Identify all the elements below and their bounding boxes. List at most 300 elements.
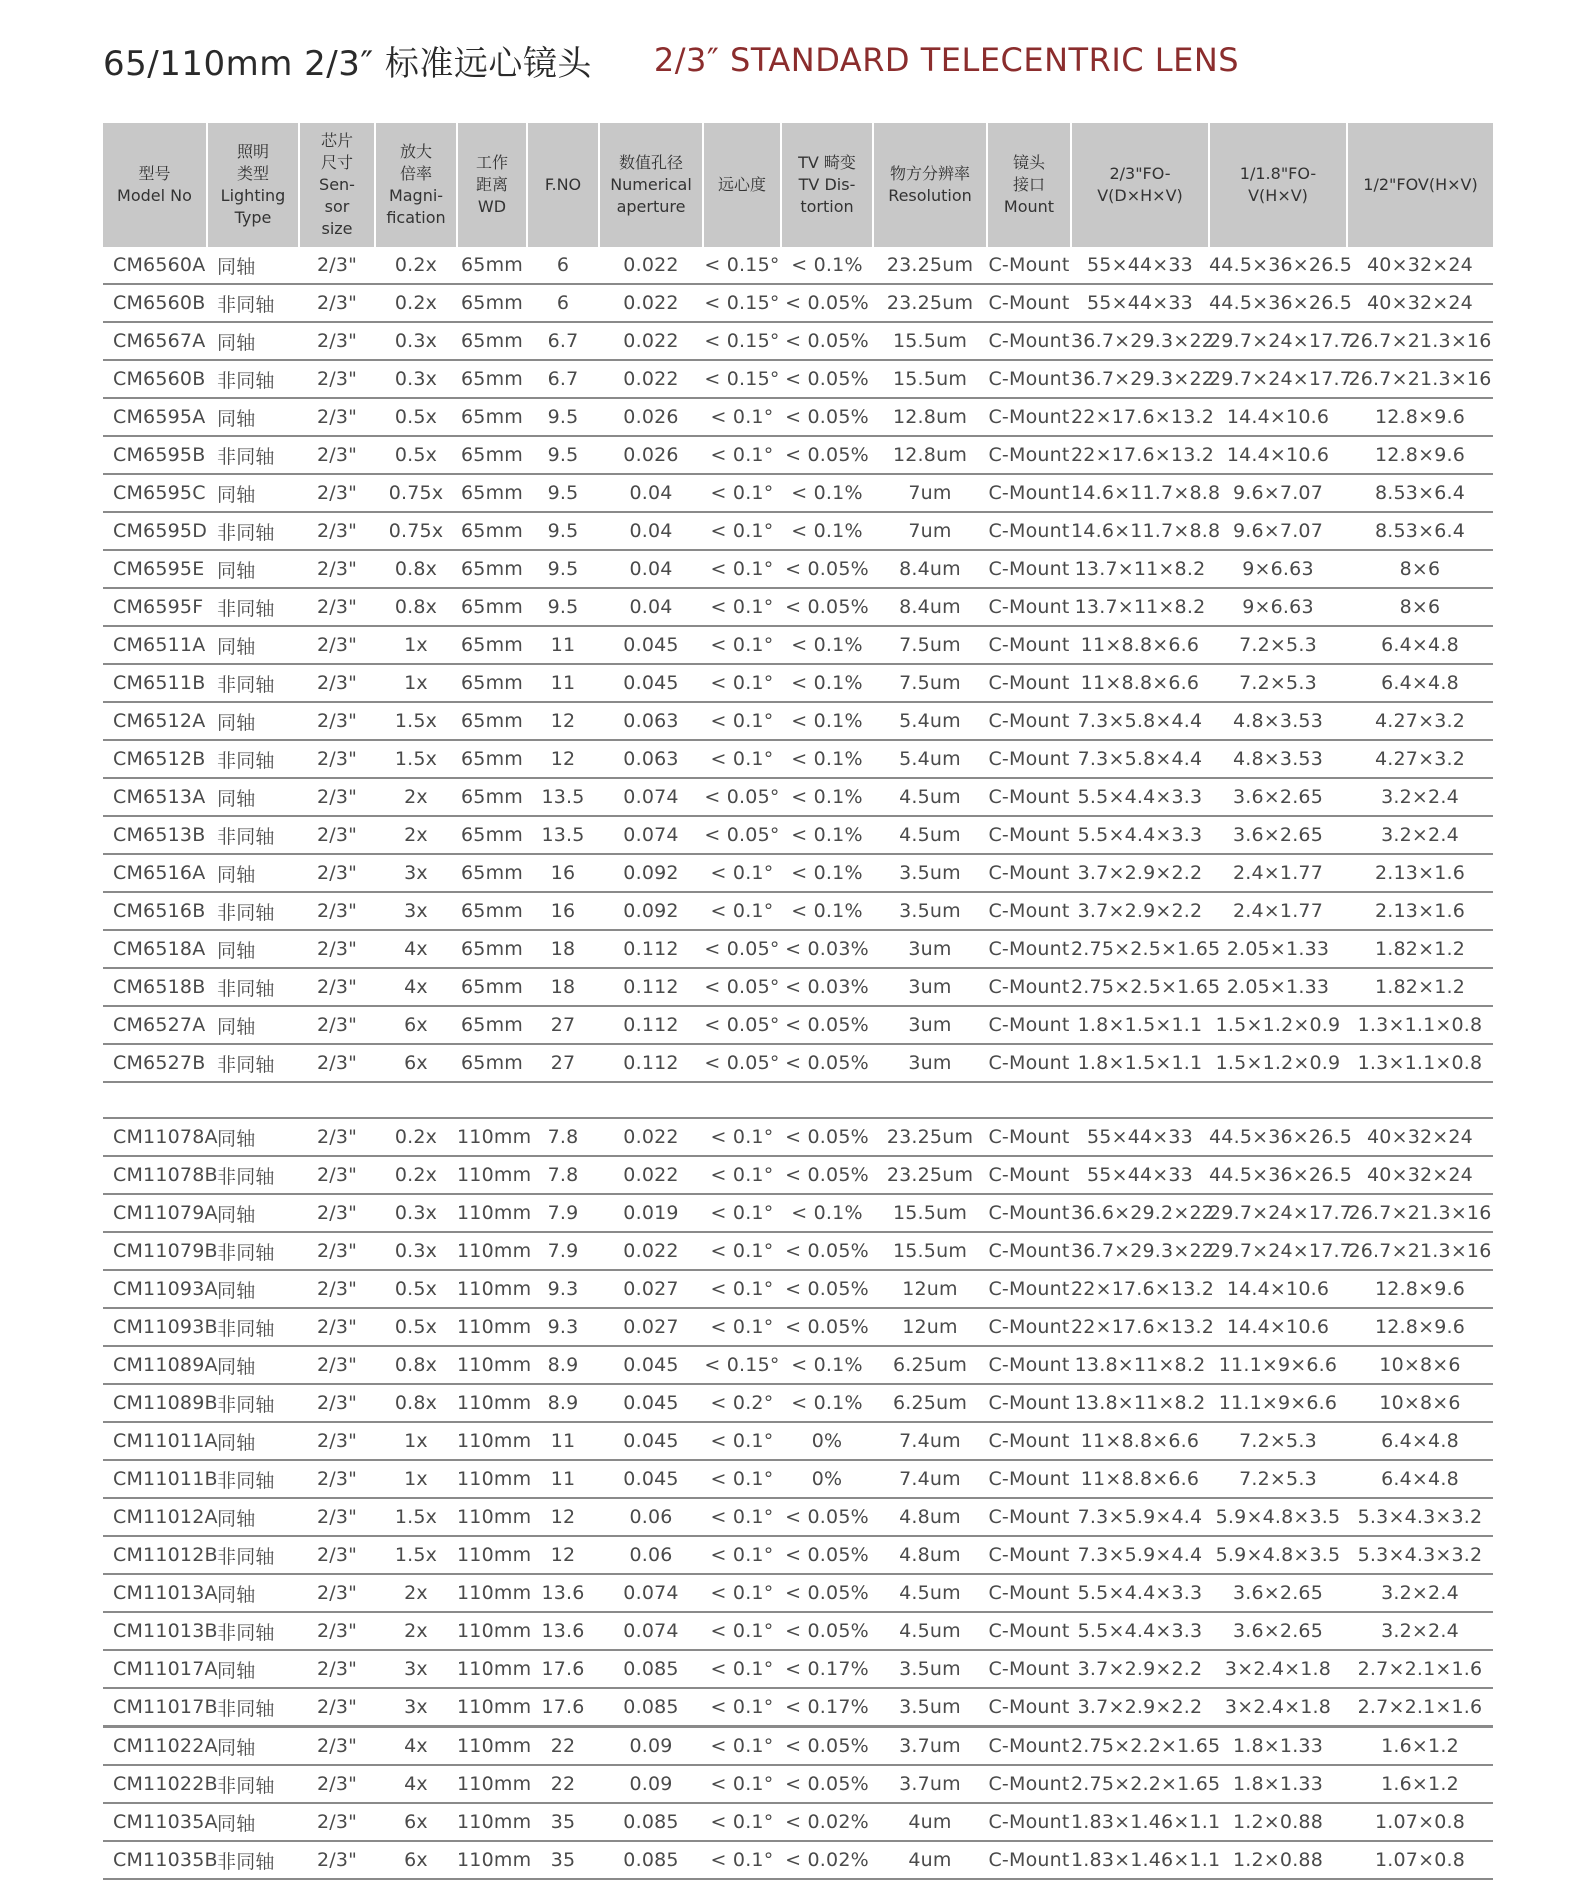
table-row [103,892,1493,930]
cell-fno: 18 [527,968,599,1006]
cell-fov-12: 1.3×1.1×0.8 [1347,1006,1493,1044]
table-row [103,1765,1493,1803]
cell-lighting: 同轴 [207,626,299,664]
cell-magnification: 0.2x [375,1118,457,1156]
cell-fov-23: 1.83×1.46×1.1 [1071,1841,1209,1879]
cell-fno: 16 [527,892,599,930]
title-english: 2/3″ STANDARD TELECENTRIC LENS [653,41,1240,79]
cell-na: 0.045 [599,1460,703,1498]
cell-na: 0.045 [599,1384,703,1422]
cell-wd: 65mm [457,854,527,892]
cell-fov-118: 1.5×1.2×0.9 [1209,1044,1347,1082]
cell-fov-118: 29.7×24×17.7 [1209,1232,1347,1270]
cell-resolution: 8.4um [873,550,987,588]
cell-distortion: < 0.05% [781,1118,873,1156]
cell-sensor: 2/3" [299,1460,375,1498]
cell-fov-118: 9×6.63 [1209,550,1347,588]
cell-mount: C-Mount [987,892,1071,930]
cell-fno: 9.5 [527,550,599,588]
cell-telecentricity: < 0.1° [703,1232,781,1270]
cell-resolution: 3.7um [873,1727,987,1766]
cell-resolution: 7.5um [873,664,987,702]
cell-na: 0.045 [599,1422,703,1460]
cell-wd: 65mm [457,930,527,968]
group-spacer [103,1082,1493,1118]
cell-na: 0.112 [599,1006,703,1044]
cell-resolution: 4.8um [873,1498,987,1536]
cell-fov-118: 1.8×1.33 [1209,1727,1347,1766]
cell-fno: 6.7 [527,322,599,360]
cell-wd: 65mm [457,247,527,284]
cell-resolution: 4.8um [873,1536,987,1574]
column-header-fov-12: 1/2"FOV(H×V) [1347,123,1493,247]
table-row [103,1650,1493,1688]
cell-na: 0.112 [599,1044,703,1082]
cell-distortion: < 0.1% [781,892,873,930]
column-header-mount: 镜头 接口 Mount [987,123,1071,247]
cell-model: CM6518B [103,968,207,1006]
cell-model: CM11035A [103,1803,207,1841]
cell-na: 0.074 [599,778,703,816]
cell-fov-12: 3.2×2.4 [1347,1574,1493,1612]
cell-model: CM11079A [103,1194,207,1232]
cell-fov-23: 3.7×2.9×2.2 [1071,854,1209,892]
cell-fno: 16 [527,854,599,892]
cell-wd: 110mm [457,1727,527,1766]
cell-fov-12: 1.3×1.1×0.8 [1347,1044,1493,1082]
cell-sensor: 2/3" [299,1803,375,1841]
cell-na: 0.022 [599,1118,703,1156]
cell-na: 0.092 [599,854,703,892]
cell-magnification: 0.5x [375,398,457,436]
cell-magnification: 1x [375,626,457,664]
cell-model: CM11078B [103,1156,207,1194]
cell-resolution: 7um [873,512,987,550]
cell-fov-23: 3.7×2.9×2.2 [1071,892,1209,930]
cell-model: CM6511A [103,626,207,664]
cell-distortion: < 0.17% [781,1688,873,1727]
cell-sensor: 2/3" [299,1006,375,1044]
table-row [103,930,1493,968]
cell-na: 0.022 [599,1156,703,1194]
cell-lighting: 同轴 [207,1574,299,1612]
table-row [103,398,1493,436]
cell-fno: 12 [527,1498,599,1536]
cell-mount: C-Mount [987,284,1071,322]
cell-telecentricity: < 0.1° [703,474,781,512]
cell-fov-23: 3.7×2.9×2.2 [1071,1688,1209,1727]
cell-fov-118: 3.6×2.65 [1209,1574,1347,1612]
cell-wd: 65mm [457,702,527,740]
cell-fov-12: 2.7×2.1×1.6 [1347,1688,1493,1727]
cell-resolution: 7.4um [873,1460,987,1498]
cell-fov-118: 7.2×5.3 [1209,626,1347,664]
cell-mount: C-Mount [987,1574,1071,1612]
table-row [103,1841,1493,1879]
cell-fov-118: 5.9×4.8×3.5 [1209,1498,1347,1536]
cell-magnification: 0.3x [375,360,457,398]
cell-lighting: 同轴 [207,1498,299,1536]
cell-fov-12: 2.13×1.6 [1347,854,1493,892]
cell-distortion: < 0.1% [781,778,873,816]
cell-fov-23: 11×8.8×6.6 [1071,626,1209,664]
cell-mount: C-Mount [987,664,1071,702]
cell-fno: 11 [527,1460,599,1498]
cell-model: CM11013B [103,1612,207,1650]
column-header-resolution: 物方分辨率 Resolution [873,123,987,247]
cell-fno: 35 [527,1841,599,1879]
cell-na: 0.112 [599,930,703,968]
cell-model: CM11011A [103,1422,207,1460]
cell-telecentricity: < 0.1° [703,436,781,474]
cell-model: CM6511B [103,664,207,702]
cell-mount: C-Mount [987,550,1071,588]
cell-sensor: 2/3" [299,1194,375,1232]
cell-telecentricity: < 0.1° [703,1841,781,1879]
table-row [103,588,1493,626]
cell-na: 0.045 [599,1346,703,1384]
cell-resolution: 15.5um [873,1194,987,1232]
cell-lighting: 同轴 [207,1346,299,1384]
cell-fov-12: 4.27×3.2 [1347,740,1493,778]
cell-wd: 65mm [457,816,527,854]
cell-sensor: 2/3" [299,1308,375,1346]
cell-resolution: 5.4um [873,702,987,740]
cell-sensor: 2/3" [299,664,375,702]
cell-telecentricity: < 0.15° [703,322,781,360]
table-row [103,1574,1493,1612]
cell-fov-118: 44.5×36×26.5 [1209,1118,1347,1156]
cell-model: CM6527A [103,1006,207,1044]
cell-fov-12: 1.07×0.8 [1347,1803,1493,1841]
cell-mount: C-Mount [987,1422,1071,1460]
cell-fov-12: 40×32×24 [1347,284,1493,322]
cell-distortion: < 0.1% [781,702,873,740]
cell-fno: 9.5 [527,588,599,626]
cell-fov-118: 4.8×3.53 [1209,702,1347,740]
cell-lighting: 同轴 [207,1803,299,1841]
cell-mount: C-Mount [987,322,1071,360]
cell-mount: C-Mount [987,1536,1071,1574]
cell-na: 0.027 [599,1270,703,1308]
cell-resolution: 3um [873,1044,987,1082]
cell-distortion: < 0.1% [781,626,873,664]
cell-na: 0.026 [599,398,703,436]
cell-mount: C-Mount [987,1841,1071,1879]
cell-telecentricity: < 0.1° [703,1118,781,1156]
cell-wd: 110mm [457,1688,527,1727]
cell-fno: 27 [527,1044,599,1082]
cell-magnification: 6x [375,1803,457,1841]
cell-distortion: < 0.1% [781,1384,873,1422]
cell-fov-23: 13.7×11×8.2 [1071,588,1209,626]
cell-mount: C-Mount [987,1803,1071,1841]
cell-fov-23: 7.3×5.9×4.4 [1071,1498,1209,1536]
cell-lighting: 非同轴 [207,1384,299,1422]
lens-spec-table [103,123,1493,1880]
table-row [103,1422,1493,1460]
cell-fov-12: 2.7×2.1×1.6 [1347,1650,1493,1688]
cell-lighting: 同轴 [207,702,299,740]
cell-sensor: 2/3" [299,1232,375,1270]
cell-na: 0.085 [599,1650,703,1688]
cell-model: CM11012A [103,1498,207,1536]
cell-sensor: 2/3" [299,740,375,778]
table-row [103,1118,1493,1156]
cell-mount: C-Mount [987,1156,1071,1194]
cell-distortion: < 0.1% [781,854,873,892]
cell-resolution: 3.5um [873,854,987,892]
cell-fov-12: 10×8×6 [1347,1346,1493,1384]
cell-magnification: 0.75x [375,512,457,550]
cell-wd: 110mm [457,1612,527,1650]
cell-wd: 110mm [457,1765,527,1803]
cell-telecentricity: < 0.1° [703,1308,781,1346]
cell-wd: 110mm [457,1841,527,1879]
cell-telecentricity: < 0.2° [703,1384,781,1422]
cell-lighting: 非同轴 [207,664,299,702]
cell-fov-12: 40×32×24 [1347,247,1493,284]
cell-fov-23: 11×8.8×6.6 [1071,664,1209,702]
cell-resolution: 5.4um [873,740,987,778]
cell-lighting: 非同轴 [207,436,299,474]
column-header-model: 型号 Model No [103,123,207,247]
table-row [103,512,1493,550]
cell-magnification: 4x [375,1727,457,1766]
cell-telecentricity: < 0.1° [703,512,781,550]
cell-lighting: 非同轴 [207,588,299,626]
cell-distortion: < 0.05% [781,1498,873,1536]
cell-lighting: 非同轴 [207,968,299,1006]
cell-sensor: 2/3" [299,854,375,892]
cell-magnification: 1.5x [375,1498,457,1536]
cell-fov-12: 12.8×9.6 [1347,1308,1493,1346]
cell-wd: 110mm [457,1650,527,1688]
column-header-distortion: TV 畸变 TV Dis- tortion [781,123,873,247]
cell-fov-118: 2.05×1.33 [1209,968,1347,1006]
cell-fov-12: 1.82×1.2 [1347,930,1493,968]
cell-mount: C-Mount [987,1346,1071,1384]
cell-model: CM11017B [103,1688,207,1727]
cell-wd: 65mm [457,550,527,588]
cell-fov-23: 1.8×1.5×1.1 [1071,1006,1209,1044]
cell-distortion: < 0.05% [781,1270,873,1308]
cell-model: CM6595B [103,436,207,474]
cell-wd: 65mm [457,968,527,1006]
cell-lighting: 同轴 [207,1422,299,1460]
cell-fov-23: 5.5×4.4×3.3 [1071,1612,1209,1650]
cell-telecentricity: < 0.15° [703,1346,781,1384]
cell-lighting: 非同轴 [207,1156,299,1194]
cell-model: CM11011B [103,1460,207,1498]
cell-wd: 65mm [457,626,527,664]
cell-model: CM6518A [103,930,207,968]
cell-sensor: 2/3" [299,322,375,360]
cell-fov-23: 22×17.6×13.2 [1071,398,1209,436]
cell-lighting: 同轴 [207,854,299,892]
cell-na: 0.09 [599,1727,703,1766]
cell-na: 0.045 [599,626,703,664]
cell-model: CM11022A [103,1727,207,1766]
cell-wd: 65mm [457,1044,527,1082]
cell-resolution: 3.5um [873,1688,987,1727]
cell-distortion: < 0.1% [781,1194,873,1232]
cell-magnification: 0.8x [375,1346,457,1384]
cell-fov-118: 44.5×36×26.5 [1209,1156,1347,1194]
cell-fov-118: 29.7×24×17.7 [1209,322,1347,360]
cell-mount: C-Mount [987,1612,1071,1650]
cell-fov-12: 40×32×24 [1347,1118,1493,1156]
cell-mount: C-Mount [987,398,1071,436]
cell-fov-23: 55×44×33 [1071,247,1209,284]
cell-model: CM11017A [103,1650,207,1688]
cell-distortion: < 0.05% [781,1232,873,1270]
cell-telecentricity: < 0.05° [703,816,781,854]
cell-lighting: 非同轴 [207,1308,299,1346]
cell-distortion: < 0.1% [781,1346,873,1384]
cell-sensor: 2/3" [299,1841,375,1879]
cell-fov-118: 3×2.4×1.8 [1209,1688,1347,1727]
cell-fov-23: 1.8×1.5×1.1 [1071,1044,1209,1082]
table-row [103,740,1493,778]
cell-fov-12: 6.4×4.8 [1347,626,1493,664]
cell-magnification: 0.3x [375,322,457,360]
cell-mount: C-Mount [987,626,1071,664]
cell-sensor: 2/3" [299,626,375,664]
cell-na: 0.085 [599,1803,703,1841]
cell-wd: 65mm [457,892,527,930]
cell-lighting: 非同轴 [207,1460,299,1498]
cell-fov-118: 3.6×2.65 [1209,1612,1347,1650]
table-row [103,550,1493,588]
cell-resolution: 8.4um [873,588,987,626]
cell-fov-12: 8.53×6.4 [1347,474,1493,512]
cell-na: 0.04 [599,474,703,512]
cell-mount: C-Mount [987,1308,1071,1346]
cell-lighting: 同轴 [207,247,299,284]
cell-model: CM11078A [103,1118,207,1156]
cell-lighting: 同轴 [207,474,299,512]
cell-telecentricity: < 0.1° [703,1650,781,1688]
cell-distortion: < 0.05% [781,284,873,322]
cell-mount: C-Mount [987,1650,1071,1688]
cell-lighting: 非同轴 [207,1688,299,1727]
cell-telecentricity: < 0.1° [703,854,781,892]
cell-fno: 11 [527,626,599,664]
cell-distortion: < 0.1% [781,474,873,512]
cell-fno: 8.9 [527,1346,599,1384]
cell-fno: 35 [527,1803,599,1841]
cell-na: 0.022 [599,247,703,284]
cell-lighting: 非同轴 [207,1765,299,1803]
cell-mount: C-Mount [987,436,1071,474]
cell-fov-23: 14.6×11.7×8.8 [1071,512,1209,550]
cell-model: CM6560B [103,360,207,398]
cell-magnification: 0.75x [375,474,457,512]
cell-distortion: < 0.05% [781,1308,873,1346]
cell-wd: 110mm [457,1574,527,1612]
cell-na: 0.022 [599,284,703,322]
cell-resolution: 7um [873,474,987,512]
cell-sensor: 2/3" [299,1650,375,1688]
cell-mount: C-Mount [987,1765,1071,1803]
table-row [103,1044,1493,1082]
cell-na: 0.074 [599,1612,703,1650]
cell-sensor: 2/3" [299,892,375,930]
cell-lighting: 同轴 [207,1650,299,1688]
cell-wd: 65mm [457,436,527,474]
cell-fov-23: 22×17.6×13.2 [1071,436,1209,474]
table-row [103,1498,1493,1536]
cell-mount: C-Mount [987,1044,1071,1082]
cell-telecentricity: < 0.05° [703,778,781,816]
cell-fov-23: 5.5×4.4×3.3 [1071,778,1209,816]
cell-resolution: 12.8um [873,398,987,436]
table-row [103,1194,1493,1232]
cell-fno: 27 [527,1006,599,1044]
cell-resolution: 4um [873,1841,987,1879]
cell-sensor: 2/3" [299,1346,375,1384]
cell-fno: 11 [527,1422,599,1460]
cell-fno: 11 [527,664,599,702]
cell-fov-118: 1.5×1.2×0.9 [1209,1006,1347,1044]
cell-resolution: 23.25um [873,1118,987,1156]
table-row [103,436,1493,474]
table-row [103,664,1493,702]
cell-sensor: 2/3" [299,284,375,322]
table-row [103,1727,1493,1766]
cell-mount: C-Mount [987,968,1071,1006]
cell-fov-12: 40×32×24 [1347,1156,1493,1194]
column-header-na: 数值孔径 Numerical aperture [599,123,703,247]
cell-mount: C-Mount [987,740,1071,778]
cell-distortion: < 0.1% [781,247,873,284]
cell-magnification: 0.3x [375,1194,457,1232]
cell-magnification: 0.5x [375,1270,457,1308]
cell-fov-23: 14.6×11.7×8.8 [1071,474,1209,512]
cell-sensor: 2/3" [299,474,375,512]
cell-fov-118: 4.8×3.53 [1209,740,1347,778]
cell-fov-12: 26.7×21.3×16 [1347,1194,1493,1232]
cell-magnification: 1.5x [375,740,457,778]
cell-resolution: 12um [873,1270,987,1308]
cell-telecentricity: < 0.1° [703,588,781,626]
cell-na: 0.04 [599,550,703,588]
cell-model: CM6516B [103,892,207,930]
cell-model: CM6513A [103,778,207,816]
cell-magnification: 4x [375,930,457,968]
cell-fov-23: 11×8.8×6.6 [1071,1460,1209,1498]
cell-wd: 110mm [457,1232,527,1270]
cell-wd: 110mm [457,1498,527,1536]
cell-na: 0.045 [599,664,703,702]
cell-resolution: 4.5um [873,816,987,854]
cell-resolution: 3.5um [873,892,987,930]
cell-distortion: < 0.05% [781,1156,873,1194]
cell-fov-118: 9.6×7.07 [1209,474,1347,512]
cell-mount: C-Mount [987,1232,1071,1270]
cell-fno: 13.6 [527,1574,599,1612]
cell-magnification: 0.3x [375,1232,457,1270]
cell-fno: 9.5 [527,474,599,512]
cell-na: 0.022 [599,360,703,398]
cell-fno: 8.9 [527,1384,599,1422]
cell-na: 0.06 [599,1536,703,1574]
cell-telecentricity: < 0.1° [703,398,781,436]
cell-telecentricity: < 0.1° [703,1688,781,1727]
cell-fno: 13.5 [527,778,599,816]
cell-sensor: 2/3" [299,1688,375,1727]
